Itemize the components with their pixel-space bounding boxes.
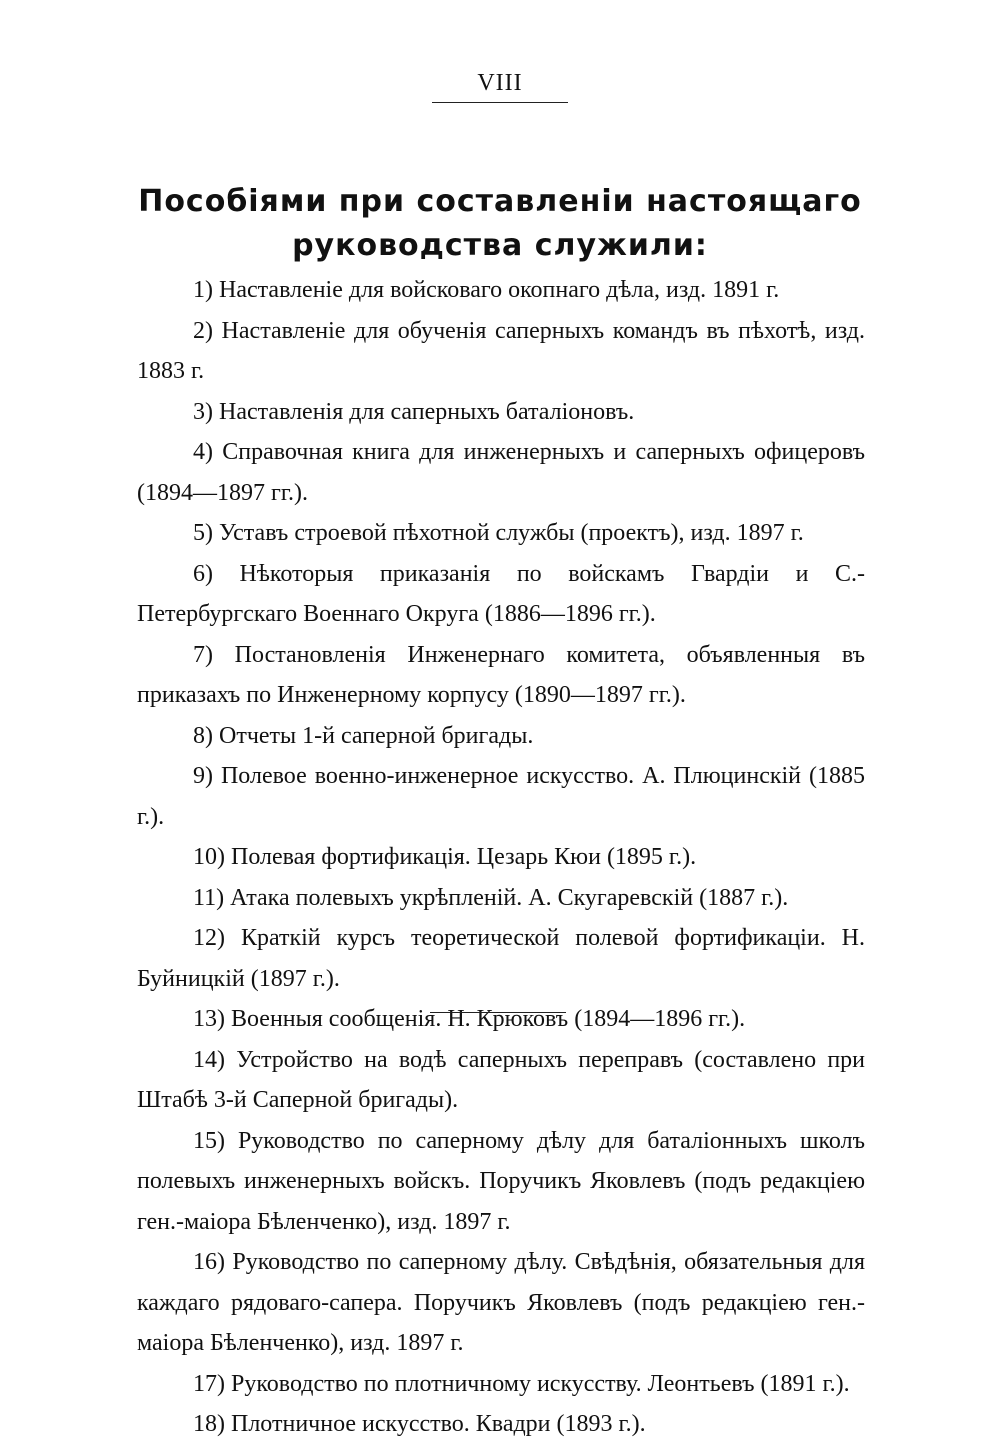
reference-item: 15) Руководство по саперному дѣлу для баталіонныхъ школъ полевыхъ инженерныхъ войскъ. Поручикъ Яковлевъ (подъ редакціею ген.-маіора Бѣленченко), изд. 1897 г. (137, 1127, 865, 1235)
reference-item: 18) Плотничное искусство. Квадри (1893 г.). (193, 1411, 646, 1437)
footer-rule (430, 1012, 566, 1013)
reference-item: 16) Руководство по саперному дѣлу. Свѣдѣнія, обязательныя для каждаго рядоваго-сапера. Поручикъ Яковлевъ (подъ редакціею ген.-маіора Бѣленченко), изд. 1897 г. (137, 1249, 865, 1356)
reference-item: 9) Полевое военно-инженерное искусство. А. Плюцинскій (1885 г.). (137, 763, 865, 830)
reference-item: 13) Военныя сообщенія. Н. Крюковъ (1894—1896 гг.). (193, 1006, 746, 1032)
reference-item: 11) Атака полевыхъ укрѣпленій. А. Скугаревскій (1887 г.). (193, 884, 789, 911)
reference-list (137, 270, 865, 1445)
reference-item: 4) Справочная книга для инженерныхъ и саперныхъ офицеровъ (1894—1897 гг.). (137, 439, 865, 506)
section-heading (120, 180, 880, 268)
reference-item: 17) Руководство по плотничному искусству. Леонтьевъ (1891 г.). (193, 1370, 850, 1397)
reference-item: 10) Полевая фортификація. Цезарь Кюи (1895 г.). (193, 844, 697, 870)
reference-item: 3) Наставленія для саперныхъ баталіоновъ. (193, 398, 635, 425)
reference-item: 1) Наставленіе для войсковаго окопнаго дѣла, изд. 1891 г. (193, 277, 780, 303)
reference-item: 14) Устройство на водѣ саперныхъ переправъ (составлено при Штабѣ 3-й Саперной бригады). (137, 1046, 865, 1113)
reference-item: 7) Постановленія Инженернаго комитета, объявленныя въ приказахъ по Инженерному корпусу (1890—1897 гг.). (137, 641, 865, 708)
heading-line-1: Пособіями при составленіи настоящаго (138, 184, 862, 219)
heading-line-2: руководства служили: (292, 228, 708, 263)
reference-item: 2) Наставленіе для обученія саперныхъ командъ въ пѣхотѣ, изд. 1883 г. (137, 317, 865, 384)
page-number: VIII (477, 70, 523, 96)
header-rule (432, 102, 568, 103)
reference-item: 5) Уставъ строевой пѣхотной службы (проектъ), изд. 1897 г. (193, 520, 804, 546)
reference-item: 6) Нѣкоторыя приказанія по войскамъ Гвардіи и С.-Петербургскаго Военнаго Округа (1886—1896 гг.). (137, 560, 865, 627)
reference-item: 12) Краткій курсъ теоретической полевой фортификаціи. Н. Буйницкій (1897 г.). (137, 925, 865, 992)
reference-item: 8) Отчеты 1-й саперной бригады. (193, 722, 534, 749)
